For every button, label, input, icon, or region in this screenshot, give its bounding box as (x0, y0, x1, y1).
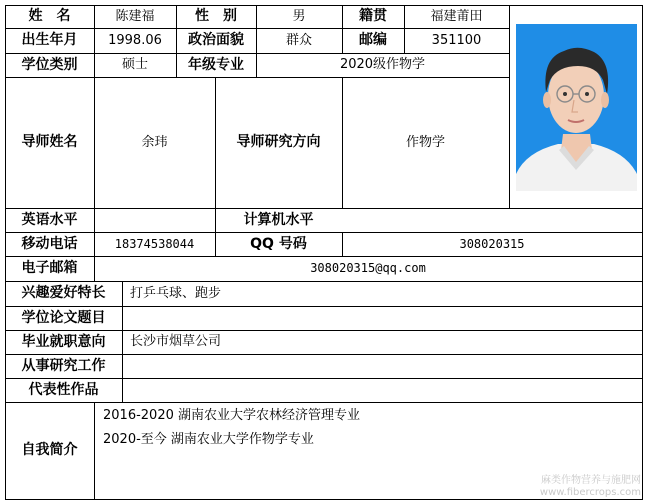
degree-label: 学位类别 (21, 56, 78, 73)
qq-value: 308020315 (459, 236, 525, 251)
advisor-label: 导师姓名 (21, 134, 78, 151)
email-value: 308020315@qq.com (310, 261, 426, 276)
hobby-value: 打乒乓球、跑步 (130, 285, 222, 301)
email-label: 电子邮箱 (21, 260, 78, 277)
gender-value: 男 (292, 8, 306, 24)
birth-value: 1998.06 (108, 32, 162, 48)
watermark (540, 475, 641, 499)
english-label: 英语水平 (21, 211, 78, 228)
advisor-value: 余玮 (141, 134, 168, 150)
english-value (94, 208, 215, 232)
thesis-label: 学位论文题目 (21, 309, 106, 326)
name-value: 陈建福 (115, 8, 155, 24)
phone-value: 18374538044 (114, 236, 195, 251)
politics-label: 政治面貌 (188, 32, 244, 49)
research-work-label: 从事研究工作 (21, 357, 106, 374)
grade-label: 年级专业 (188, 56, 244, 73)
grade-value: 2020级作物学 (339, 57, 426, 73)
computer-label: 计算机水平 (243, 211, 314, 228)
qq-label: QQ 号码 (250, 235, 307, 252)
origin-label: 籍贯 (359, 8, 387, 25)
intro-label: 自我简介 (21, 442, 78, 459)
direction-value: 作物学 (405, 134, 445, 150)
career-value: 长沙市烟草公司 (130, 334, 222, 350)
name-label: 姓 名 (28, 8, 71, 25)
computer-value (342, 208, 642, 232)
watermark-url: www.fibercrops.com (539, 487, 641, 498)
birth-label: 出生年月 (21, 32, 78, 49)
degree-value: 硕士 (121, 57, 148, 73)
postcode-value: 351100 (431, 32, 482, 48)
origin-value: 福建莆田 (430, 8, 483, 24)
portrait-illustration (516, 24, 637, 191)
intro-line: 2020-至今 湖南农业大学作物学专业 (103, 432, 314, 447)
intro-line: 2016-2020 湖南农业大学农林经济管理专业 (103, 408, 360, 423)
watermark-title: 麻类作物营养与施肥网 (541, 475, 641, 486)
representative-works-value (122, 378, 642, 402)
direction-label: 导师研究方向 (236, 134, 321, 151)
politics-value: 群众 (285, 32, 312, 48)
research-work-value (122, 354, 642, 378)
portrait-photo (516, 24, 637, 191)
phone-label: 移动电话 (21, 235, 78, 252)
hobby-label: 兴趣爱好特长 (21, 285, 106, 302)
gender-label: 性 别 (195, 8, 237, 25)
postcode-label: 邮编 (359, 32, 387, 49)
career-label: 毕业就职意向 (21, 333, 106, 350)
thesis-value (122, 306, 642, 330)
intro-content (103, 404, 360, 452)
representative-works-label: 代表性作品 (28, 381, 99, 398)
